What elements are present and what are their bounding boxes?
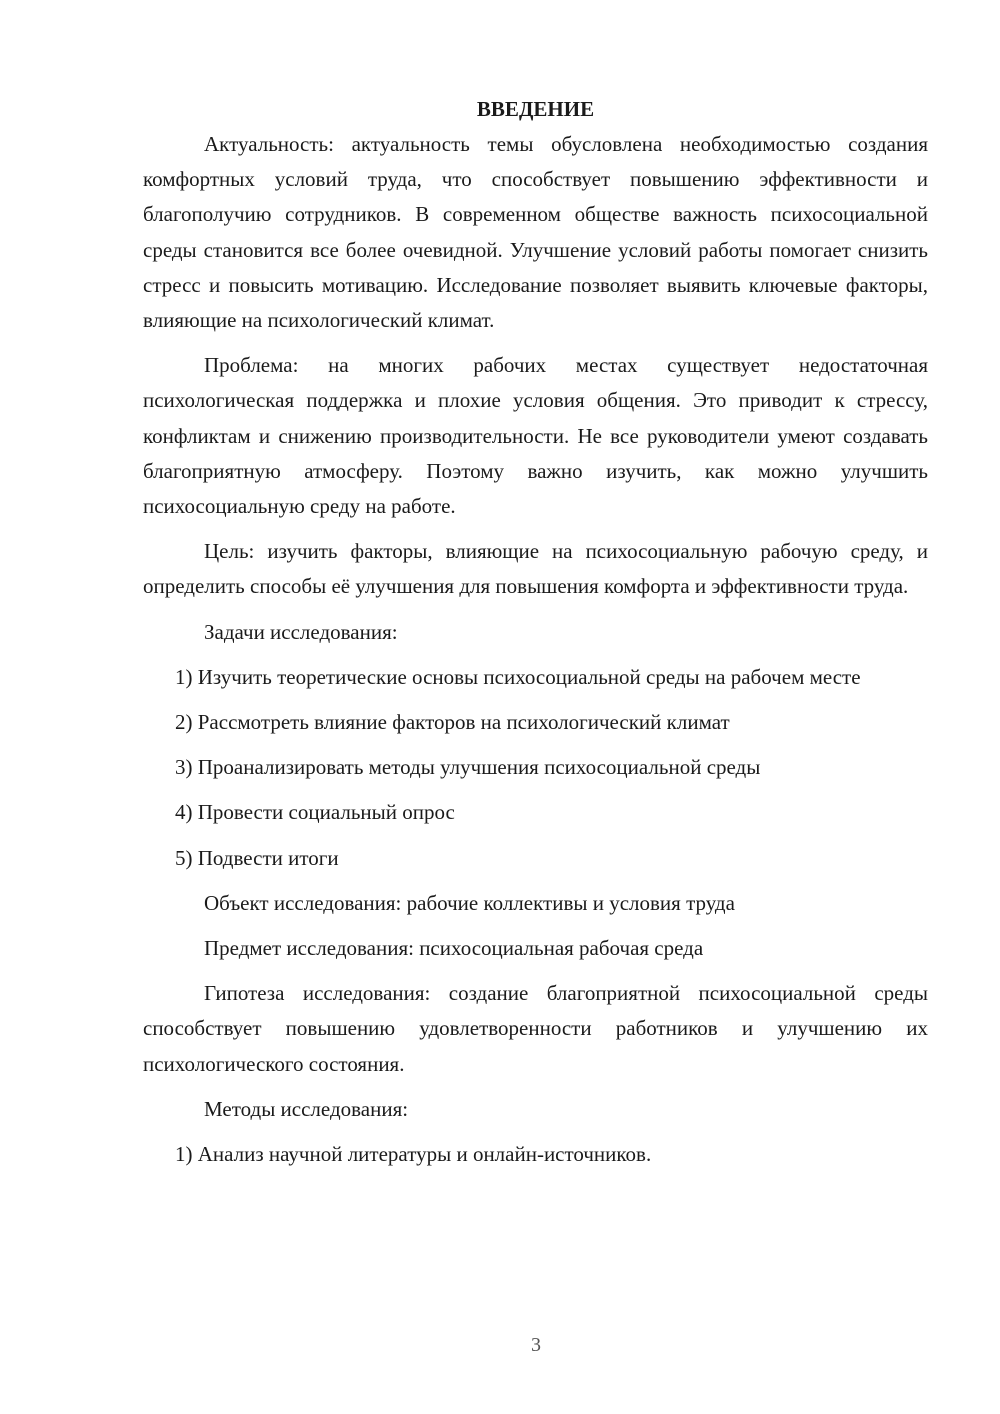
subject-paragraph: Предмет исследования: психосоциальная рабочая среда <box>204 936 704 961</box>
hypothesis-paragraph: Гипотеза исследования: создание благоприятной психосоциальной среды способствует повышению удовлетворенности работников и улучшению их психологического состояния. <box>143 981 928 1076</box>
task-item-1: 1) Изучить теоретические основы психосоциальной среды на рабочем месте <box>175 664 861 689</box>
problem-paragraph: Проблема: на многих рабочих местах существует недостаточная психологическая поддержка и плохие условия общения. Это приводит к стрессу, конфликтам и снижению производительности. Не все руководители умеют создавать благоприятную атмосферу. Поэтому важно изучить, как можно улучшить психосоциальную среду на работе. <box>143 353 928 519</box>
relevance-paragraph: Актуальность: актуальность темы обусловлена необходимостью создания комфортных условий труда, что способствует повышению эффективности и благополучию сотрудников. В современном обществе важность психосоциальной среды становится все более очевидной. Улучшение условий работы помогает снизить стресс и повысить мотивацию. Исследование позволяет выявить ключевые факторы, влияющие на психологический климат. <box>143 132 928 333</box>
task-item-2: 2) Рассмотреть влияние факторов на психологический климат <box>175 710 730 735</box>
object-paragraph: Объект исследования: рабочие коллективы и условия труда <box>204 890 735 915</box>
task-item-4: 4) Провести социальный опрос <box>175 800 455 825</box>
page-number: 3 <box>531 1334 541 1356</box>
method-item-1: 1) Анализ научной литературы и онлайн-источников. <box>175 1142 652 1167</box>
goal-paragraph: Цель: изучить факторы, влияющие на психосоциальную рабочую среду, и определить способы её улучшения для повышения комфорта и эффективности труда. <box>143 539 928 599</box>
task-item-5: 5) Подвести итоги <box>175 845 339 870</box>
task-item-3: 3) Проанализировать методы улучшения психосоциальной среды <box>175 755 761 780</box>
methods-heading: Методы исследования: <box>204 1096 409 1121</box>
document-title: ВВЕДЕНИЕ <box>476 97 595 121</box>
tasks-heading: Задачи исследования: <box>204 619 398 644</box>
document-body <box>143 92 928 1182</box>
